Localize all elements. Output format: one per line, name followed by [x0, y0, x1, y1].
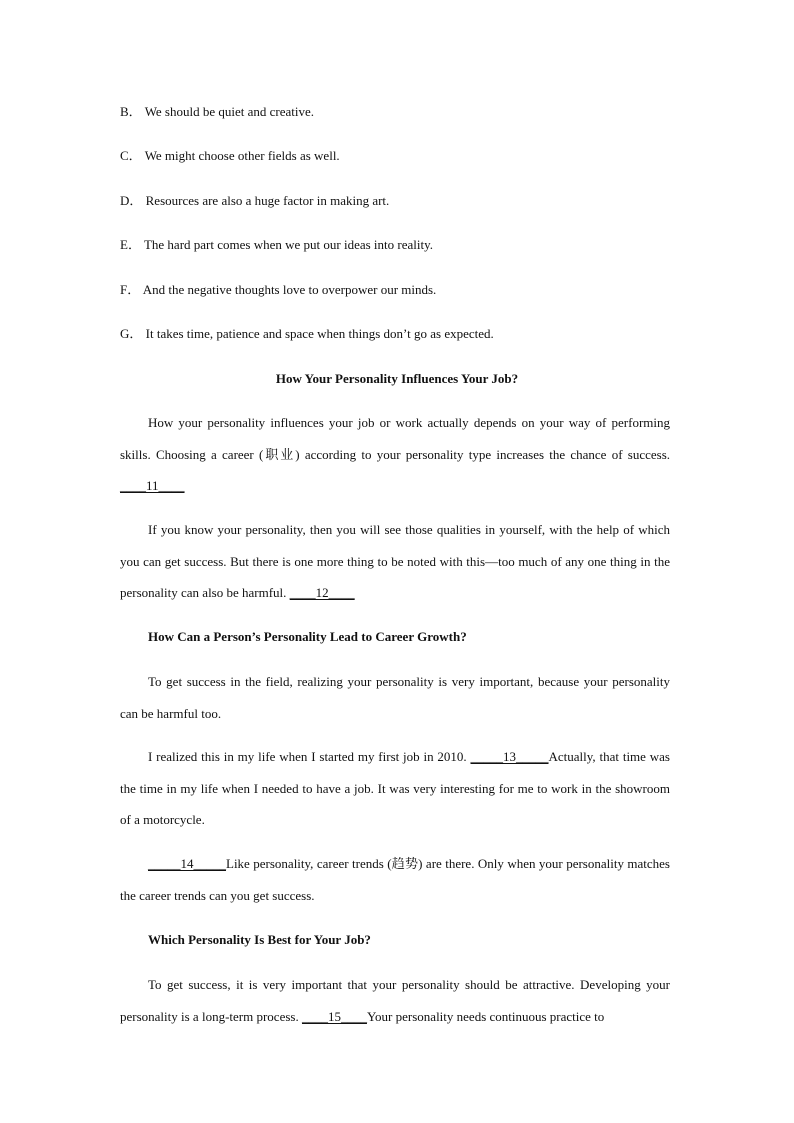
- option-e: [120, 237, 433, 253]
- option-text: We might choose other fields as well.: [144, 148, 340, 163]
- blank-13: _____13_____: [470, 749, 549, 764]
- paragraph-text: To get success in the field, realizing your personality is very important, because your personality can be harmful too.: [120, 674, 670, 721]
- article-title: How Your Personality Influences Your Job?: [275, 371, 519, 386]
- option-letter: G．: [120, 326, 143, 341]
- paragraph-text: Actually, that time was the time in my life when I needed to have a job. It was very interesting for me to work in the showroom of a motorcycle.: [120, 749, 670, 827]
- option-letter: E．: [120, 237, 141, 252]
- option-letter: C．: [120, 148, 142, 163]
- blank-11: ____11____: [120, 478, 185, 493]
- option-letter: D．: [120, 193, 143, 208]
- section-heading-career-growth: How Can a Person’s Personality Lead to Career Growth?: [148, 629, 467, 644]
- option-text: The hard part comes when we put our ideas into reality.: [143, 237, 434, 252]
- option-b: [120, 104, 314, 120]
- blank-12: ____12____: [289, 585, 355, 600]
- option-f: [120, 282, 436, 298]
- paragraph-2: [120, 514, 670, 609]
- section-heading-best-personality: Which Personality Is Best for Your Job?: [148, 932, 371, 947]
- option-text: We should be quiet and creative.: [144, 104, 315, 119]
- blank-15: ____15____: [301, 1008, 367, 1024]
- paragraph-3: [120, 666, 670, 729]
- paragraph-5: [120, 848, 670, 911]
- paragraph-text: Like personality, career trends (趋势) are there. Only when your personality matches the career trends can you get success.: [120, 856, 670, 903]
- paragraph-text: To get success, it is very important that your personality should be attractive. Developing your personality is a long-term process.: [120, 977, 670, 1024]
- option-letter: B．: [120, 104, 142, 119]
- paragraph-4: [120, 741, 670, 836]
- option-text: Resources are also a huge factor in making art.: [145, 193, 390, 208]
- option-c: [120, 148, 340, 164]
- paragraph-text: Your personality needs continuous practice to: [366, 1008, 605, 1024]
- option-g: [120, 326, 494, 342]
- paragraph-text: How your personality influences your job or work actually depends on your way of performing skills. Choosing a career (职业) according to your personality type increases the chance of success.: [120, 415, 670, 462]
- option-text: And the negative thoughts love to overpower our minds.: [142, 282, 437, 297]
- paragraph-1: [120, 407, 670, 502]
- paragraph-text: If you know your personality, then you will see those qualities in yourself, with the help of which you can get success. But there is one more thing to be noted with this—too much of any one thing in the personality can also be harmful.: [120, 522, 670, 600]
- paragraph-text: I realized this in my life when I started my first job in 2010.: [148, 749, 471, 764]
- option-d: [120, 193, 389, 209]
- option-text: It takes time, patience and space when things don’t go as expected.: [145, 326, 494, 341]
- paragraph-6: [120, 969, 670, 1032]
- blank-14: _____14_____: [148, 856, 226, 871]
- option-letter: F．: [120, 282, 141, 297]
